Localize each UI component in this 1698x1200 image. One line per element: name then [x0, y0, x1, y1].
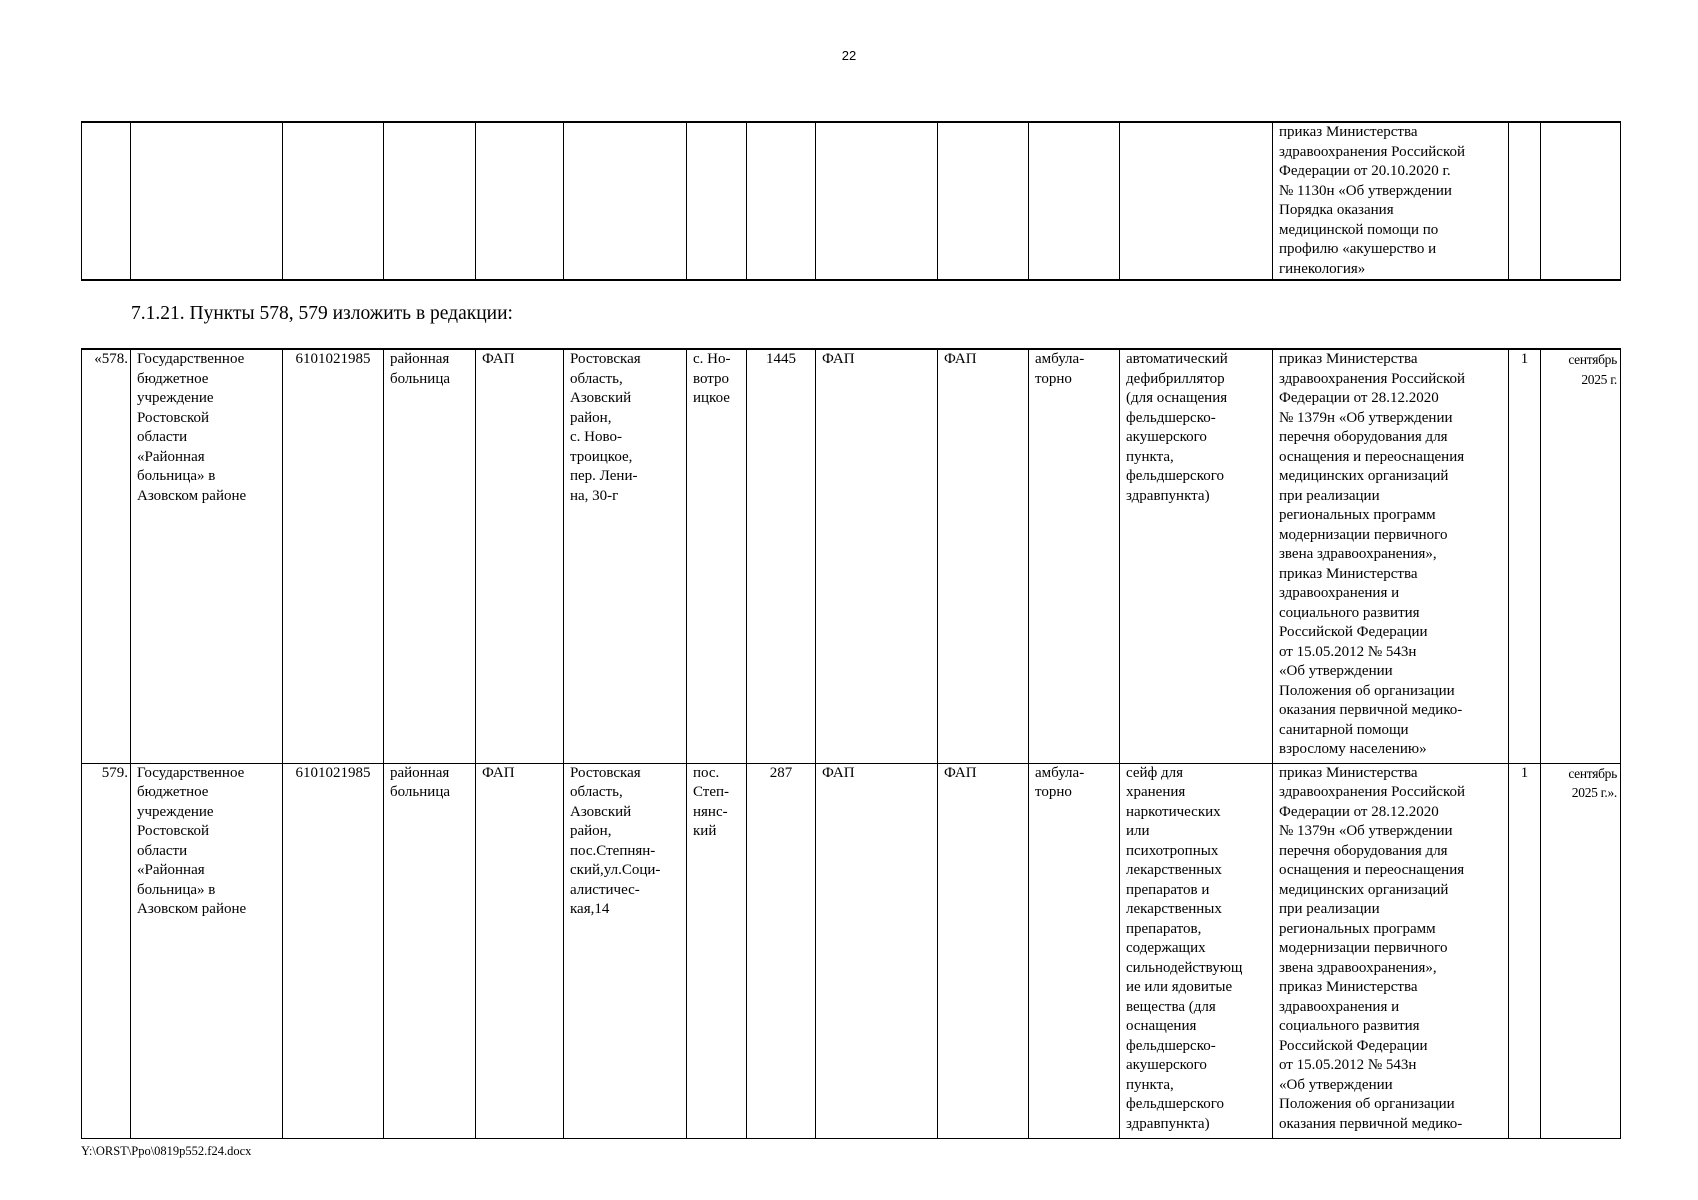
cell-address: Ростовская область, Азовский район, пос.Степнян- ский,ул.Соци- алистичес- кая,14 [564, 763, 687, 1138]
cell-empty [747, 122, 816, 280]
cell-care-type: амбула- торно [1029, 349, 1120, 763]
cell-population: 1445 [747, 349, 816, 763]
cell-empty [1029, 122, 1120, 280]
cell-institution: Государственное бюджетное учреждение Ростовской области «Районная больница» в Азовском районе [131, 763, 283, 1138]
table-row-578 [82, 349, 1621, 763]
cell-empty [476, 122, 564, 280]
cell-empty [938, 122, 1029, 280]
cell-population: 287 [747, 763, 816, 1138]
cell-unit2: ФАП [816, 349, 938, 763]
cell-empty [687, 122, 747, 280]
cell-deadline: сентябрь 2025 г. [1541, 349, 1621, 763]
cell-org-type: районная больница [384, 349, 476, 763]
cell-care-type: амбула- торно [1029, 763, 1120, 1138]
continuation-row [82, 122, 1621, 280]
cell-unit: ФАП [476, 349, 564, 763]
cell-deadline: сентябрь 2025 г.». [1541, 763, 1621, 1138]
cell-legal-basis: приказ Министерства здравоохранения Российской Федерации от 28.12.2020 № 1379н «Об утверждении перечня оборудования для оснащения и переоснащения медицинских организаций при реализации региональных программ модернизации первичного звена здравоохранения», приказ Министерства здравоохранения и социального развития Российской Федерации от 15.05.2012 № 543н «Об утверждении Положения об организации оказания первичной медико- [1273, 763, 1509, 1138]
cell-empty [1120, 122, 1273, 280]
cell-empty [82, 122, 131, 280]
table-row-579 [82, 763, 1621, 1138]
cell-legal-basis: приказ Министерства здравоохранения Российской Федерации от 28.12.2020 № 1379н «Об утверждении перечня оборудования для оснащения и переоснащения медицинских организаций при реализации региональных программ модернизации первичного звена здравоохранения», приказ Министерства здравоохранения и социального развития Российской Федерации от 15.05.2012 № 543н «Об утверждении Положения об организации оказания первичной медико- санитарной помощи взрослому населению» [1273, 349, 1509, 763]
cell-empty [131, 122, 283, 280]
cell-quantity: 1 [1509, 349, 1541, 763]
continuation-table [81, 121, 1621, 281]
cell-empty [283, 122, 384, 280]
cell-empty [816, 122, 938, 280]
cell-inn: 6101021985 [283, 349, 384, 763]
cell-equipment: сейф для хранения наркотических или психотропных лекарственных препаратов и лекарственных препаратов, содержащих сильнодействующ ие или ядовитые вещества (для оснащения фельдшерско- акушерского пункта, фельдшерского здравпункта) [1120, 763, 1273, 1138]
page-number: 22 [841, 48, 857, 63]
cell-org-type: районная больница [384, 763, 476, 1138]
cell-empty [1541, 122, 1621, 280]
amendment-paragraph: 7.1.21. Пункты 578, 579 изложить в редакции: [131, 303, 513, 324]
cell-settlement: пос. Степ- нянс- кий [687, 763, 747, 1138]
cell-unit: ФАП [476, 763, 564, 1138]
cell-unit3: ФАП [938, 349, 1029, 763]
cell-settlement: с. Но- вотро ицкое [687, 349, 747, 763]
cell-equipment: автоматический дефибриллятор (для оснащения фельдшерско- акушерского пункта, фельдшерского здравпункта) [1120, 349, 1273, 763]
cell-legal-basis: приказ Министерства здравоохранения Российской Федерации от 20.10.2020 г. № 1130н «Об утверждении Порядка оказания медицинской помощи по профилю «акушерство и гинекология» [1273, 122, 1509, 280]
cell-num: 579. [82, 763, 131, 1138]
cell-unit3: ФАП [938, 763, 1029, 1138]
cell-unit2: ФАП [816, 763, 938, 1138]
cell-institution: Государственное бюджетное учреждение Ростовской области «Районная больница» в Азовском районе [131, 349, 283, 763]
cell-empty [564, 122, 687, 280]
cell-address: Ростовская область, Азовский район, с. Ново- троицкое, пер. Лени- на, 30-г [564, 349, 687, 763]
cell-inn: 6101021985 [283, 763, 384, 1138]
cell-num: «578. [82, 349, 131, 763]
cell-quantity: 1 [1509, 763, 1541, 1138]
cell-empty [384, 122, 476, 280]
footer-file-path: Y:\ORST\Ppo\0819p552.f24.docx [81, 1144, 252, 1158]
cell-empty [1509, 122, 1541, 280]
amendment-table [81, 348, 1621, 1139]
